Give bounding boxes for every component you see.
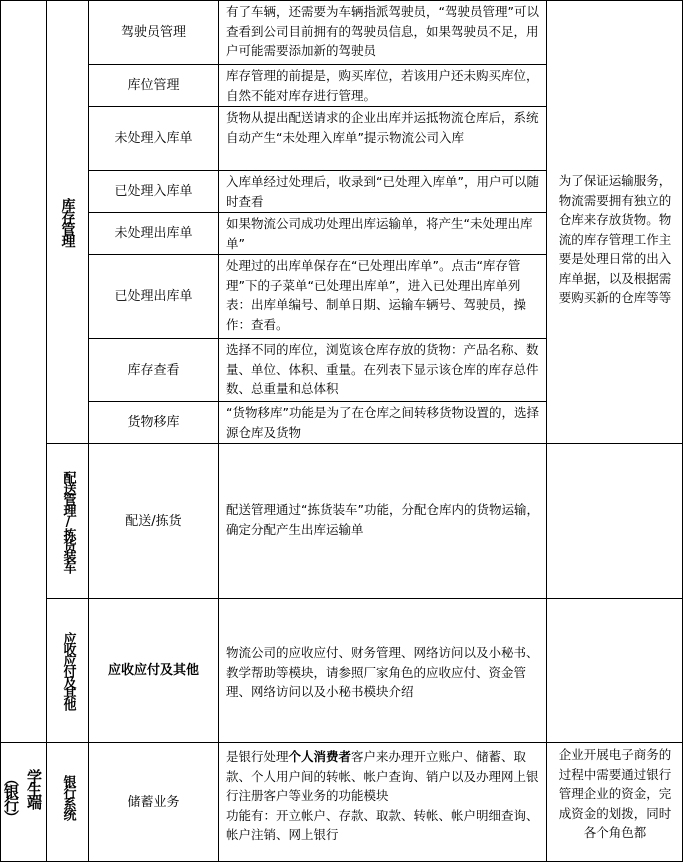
- function-driver-management: 驾驶员管理: [120, 25, 186, 40]
- desc-unprocessed-inbound: 货物从提出配送请求的企业出库并运抵物流仓库后，系统自动产生“未处理入库单”提示物流公司入库: [226, 110, 539, 145]
- function-processed-inbound: 已处理入库单: [114, 184, 193, 199]
- desc-savings-main: 是银行处理个人消费者客户来办理开立账户、储蓄、取款、个人用户间的转帐、帐户查询、销户以及办理网上银行注册客户等业务的功能模块: [226, 749, 539, 803]
- module-receivable-payable: 应收应付及其他: [60, 632, 76, 709]
- desc-inventory-view: 选择不同的库位，浏览该仓库存放的货物：产品名称、数量、单位、体积、重量。在列表下显示该仓库的库存总件数、总重量和总体积: [226, 342, 539, 396]
- module-delivery-management: 配送管理/拣货装车: [60, 470, 76, 572]
- module-inventory-management: 库存管理: [59, 198, 76, 246]
- desc-delivery-picking: [219, 444, 546, 598]
- desc-processed-outbound: 处理过的出库单保存在“已处理出库单”。点击“库存管理”下的子菜单“已处理出库单”，进入已处理出库单列表：出库单编号、制单日期、运输车辆号、驾驶员，操作：查看。: [226, 258, 527, 332]
- desc-delivery-picking-text: 配送管理通过“拣货装车”功能，分配仓库内的货物运输，确定分配产生出库运输单: [226, 502, 539, 537]
- function-goods-transfer: 货物移库: [127, 415, 180, 430]
- desc-unprocessed-outbound: 如果物流公司成功处理出库运输单，将产生“未处理出库单”: [226, 216, 533, 251]
- role-student: 学生端: [25, 769, 43, 808]
- desc-savings-bold: 个人消费者: [288, 749, 352, 764]
- function-storage-location: 库位管理: [127, 78, 180, 93]
- function-processed-outbound: 已处理出库单: [114, 289, 193, 304]
- desc-goods-transfer: “货物移库”功能是为了在仓库之间转移货物设置的，选择源仓库及货物: [226, 405, 539, 440]
- desc-processed-inbound: 入库单经过处理后，收录到“已处理入库单”，用户可以随时查看: [226, 174, 539, 209]
- desc-receivable-payable: [219, 599, 546, 742]
- desc-savings: [219, 743, 546, 861]
- role-bank: （银行）: [2, 771, 20, 823]
- note-inventory: 为了保证运输服务，物流需要拥有独立的仓库来存放货物。物流的库存管理工作主要是处理日常的出入库单据，以及根据需要购买新的仓库等等: [558, 173, 672, 305]
- desc-savings-features: 功能有：开立帐户、存款、取款、转帐、帐户明细查询、帐户注销、网上银行: [226, 807, 539, 842]
- module-bank-system: 银行系统: [60, 775, 76, 819]
- function-savings: 储蓄业务: [127, 794, 180, 810]
- function-delivery-picking: 配送/拣货: [125, 513, 182, 529]
- function-unprocessed-inbound: 未处理入库单: [114, 131, 193, 146]
- desc-driver-management: 有了车辆，还需要为车辆指派驾驶员，“驾驶员管理”可以查看到公司目前拥有的驾驶员信息，如果驾驶员不足，用户可能需要添加新的驾驶员: [226, 4, 539, 58]
- function-inventory-view: 库存查看: [127, 362, 180, 378]
- function-receivable-payable: 应收应付及其他: [107, 663, 199, 678]
- desc-receivable-payable-text: 物流公司的应收应付、财务管理、网络访问以及小秘书、教学帮助等模块，请参照厂家角色的应收应付、资金管理、网络访问以及小秘书模块介绍: [226, 645, 539, 700]
- function-unprocessed-outbound: 未处理出库单: [114, 226, 193, 241]
- note-bank: 企业开展电子商务的过程中需要通过银行管理企业的资金，完成资金的划拨，同时各个角色都: [558, 747, 672, 840]
- desc-storage-location: 库存管理的前提是，购买库位，若该用户还未购买库位，自然不能对库存进行管理。: [226, 68, 539, 103]
